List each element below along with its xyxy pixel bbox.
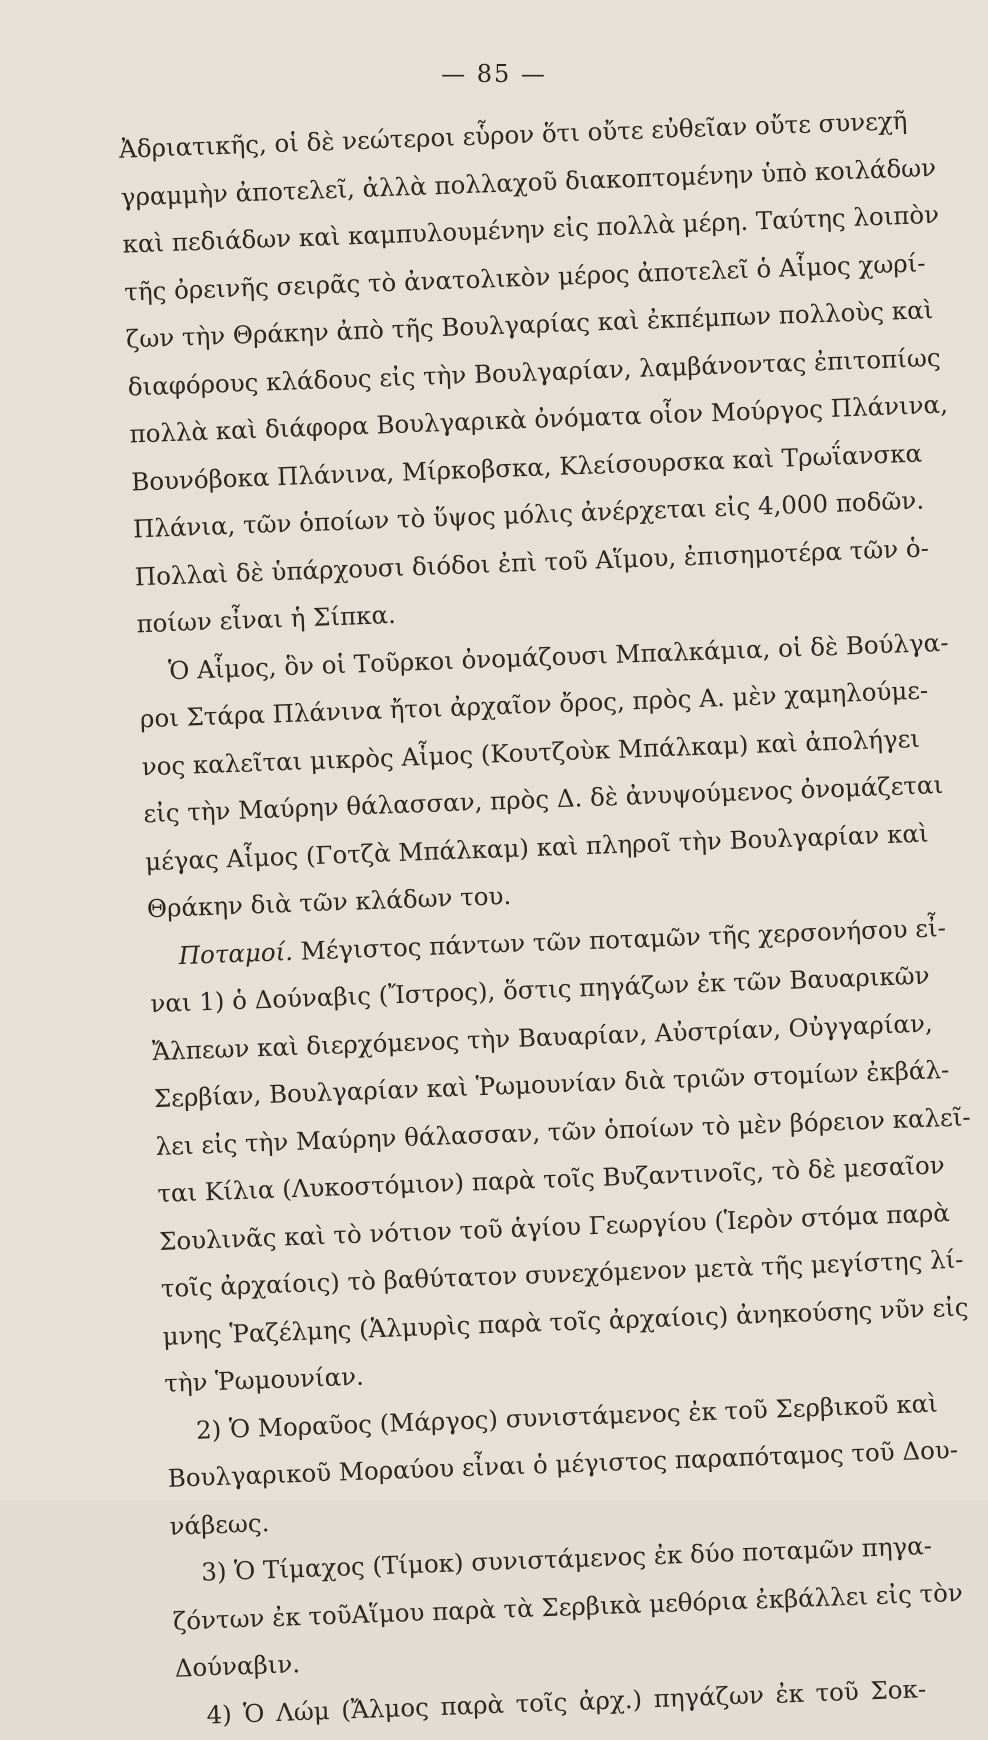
line-text: Σουλινᾶς καὶ τὸ νότιον τοῦ ἁγίου Γεωργίου (Ἱερὸν στόμα παρὰ [158,1197,951,1256]
line-text: λει εἰς τὴν Μαύρην θάλασσαν, τῶν ὁποίων τὸ μὲν βόρειον καλεῖ- [155,1101,972,1161]
line-text: τῆς ὀρεινῆς σειρᾶς τὸ ἀνατολικὸν μέρος ἀποτελεῖ ὁ Αἷμος χωρί- [123,247,927,307]
line-text: νος καλεῖται μικρὸς Αἷμος (Κουτζοὺκ Μπάλκαμ) καὶ ἀπολήγει [141,723,921,781]
line-text: Ὁ Αἷμος, ὃν οἱ Τοῦρκοι ὀνομάζουσι Μπαλκάμια, οἱ δὲ Βούλγα- [167,627,949,685]
section-heading: Ποταμοί. [178,936,294,970]
line-text: ποίων εἶναι ἡ Σίπκα. [135,599,397,639]
line-text: ροι Στάρα Πλάνινα ἤτοι ἀρχαῖον ὄρος, πρὸς Α. μὲν χαμηλούμε- [139,675,929,734]
line-text: Πολλαὶ δὲ ὑπάρχουσι διόδοι ἐπὶ τοῦ Αἵμου, ἐπισημοτέρα τῶν ὁ- [134,532,930,591]
line-text: νάβεως. [169,1507,270,1541]
line-text: Βουλγαρικοῦ Μοραύου εἶναι ὁ μέγιστος παραπόταμος τοῦ Δου- [167,1434,959,1493]
line-text: ζόντων ἐκ τοῦΑἵμου παρὰ τὰ Σερβικὰ μεθόρια ἐκβάλλει εἰς τὸν [172,1577,964,1636]
line-text: 2) Ὁ Μοραῦος (Μάργος) συνιστάμενος ἐκ τοῦ Σερβικοῦ καὶ [195,1388,939,1445]
line-text: τὴν Ῥωμουνίαν. [163,1361,365,1398]
line-text: διαφόρους κλάδους εἰς τὴν Βουλγαρίαν, λαμβάνοντας ἐπιτοπίως [127,342,941,402]
line-text: ναι 1) ὁ Δούναβις (Ἴστρος), ὅστις πηγάζων ἐκ τῶν Βαυαρικῶν [149,960,930,1019]
line-text: γραμμὴν ἀποτελεῖ, ἀλλὰ πολλαχοῦ διακοπτομένην ὑπὸ κοιλάδων [120,152,937,212]
line-text: ζων τὴν Θράκην ἀπὸ τῆς Βουλγαρίας καὶ ἐκπέμπων πολλοὺς καὶ [125,295,934,354]
line-text: 4) Ὁ Λώμ (Ἄλμος παρὰ τοῖς ἀρχ.) πηγάζων ἐκ τοῦ Σοκ- [206,1673,927,1730]
line-text: Σερβίαν, Βουλγαρίαν καὶ Ῥωμουνίαν διὰ τριῶν στομίων ἐκβάλ- [153,1054,950,1114]
line-text: μνης Ῥαζέλμης (Ἁλμυρὶς παρὰ τοῖς ἀρχαίοις) ἀνηκούσης νῦν εἰς [162,1291,969,1351]
body-text [118,98,972,1739]
line-text: καὶ πεδιάδων καὶ καμπυλουμένην εἰς πολλὰ μέρη. Ταύτης λοιπὸν [122,199,940,259]
line-text: Μέγιστος πάντων τῶν ποταμῶν τῆς χερσονήσου εἶ- [292,912,947,966]
line-text: μέγας Αἷμος (Γοτζὰ Μπάλκαμ) καὶ πληροῖ τὴν Βουλγαρίαν καὶ [144,818,929,876]
line-text: πολλὰ καὶ διάφορα Βουλγαρικὰ ὀνόματα οἷον Μούργος Πλάνινα, [129,389,949,449]
line-text: Θράκην διὰ τῶν κλάδων του. [146,880,512,924]
line-text: 3) Ὁ Τίμαχος (Τίμοκ) συνιστάμενος ἐκ δύο ποταμῶν πηγα- [200,1530,933,1587]
line-text: τοῖς ἀρχαίοις) τὸ βαθύτατον συνεχόμενον μετὰ τῆς μεγίστης λί- [160,1244,964,1303]
line-text: Ἀδριατικῆς, οἱ δὲ νεώτεροι εὗρον ὅτι οὔτε εὐθεῖαν οὔτε συνεχῆ [118,105,908,164]
line-text: Πλάνια, τῶν ὁποίων τὸ ὕψος μόλις ἀνέρχεται εἰς 4,000 ποδῶν. [132,485,925,544]
line-text: εἰς τὴν Μαύρην θάλασσαν, πρὸς Δ. δὲ ἀνυψούμενος ὀνομάζεται [142,769,944,829]
line-text: Βουνόβοκα Πλάνινα, Μίρκοβσκα, Κλείσουρσκα καὶ Τρωΐανσκα [130,438,923,496]
line-text: Ἄλπεων καὶ διερχόμενος τὴν Βαυαρίαν, Αὐστρίαν, Οὐγγαρίαν, [151,1008,934,1066]
line-text: ται Κίλια (Λυκοστόμιον) παρὰ τοῖς Βυζαντινοῖς, τὸ δὲ μεσαῖον [156,1150,946,1209]
line-text: Δούναβιν. [174,1649,301,1683]
page-number: — 85 — [441,60,547,88]
